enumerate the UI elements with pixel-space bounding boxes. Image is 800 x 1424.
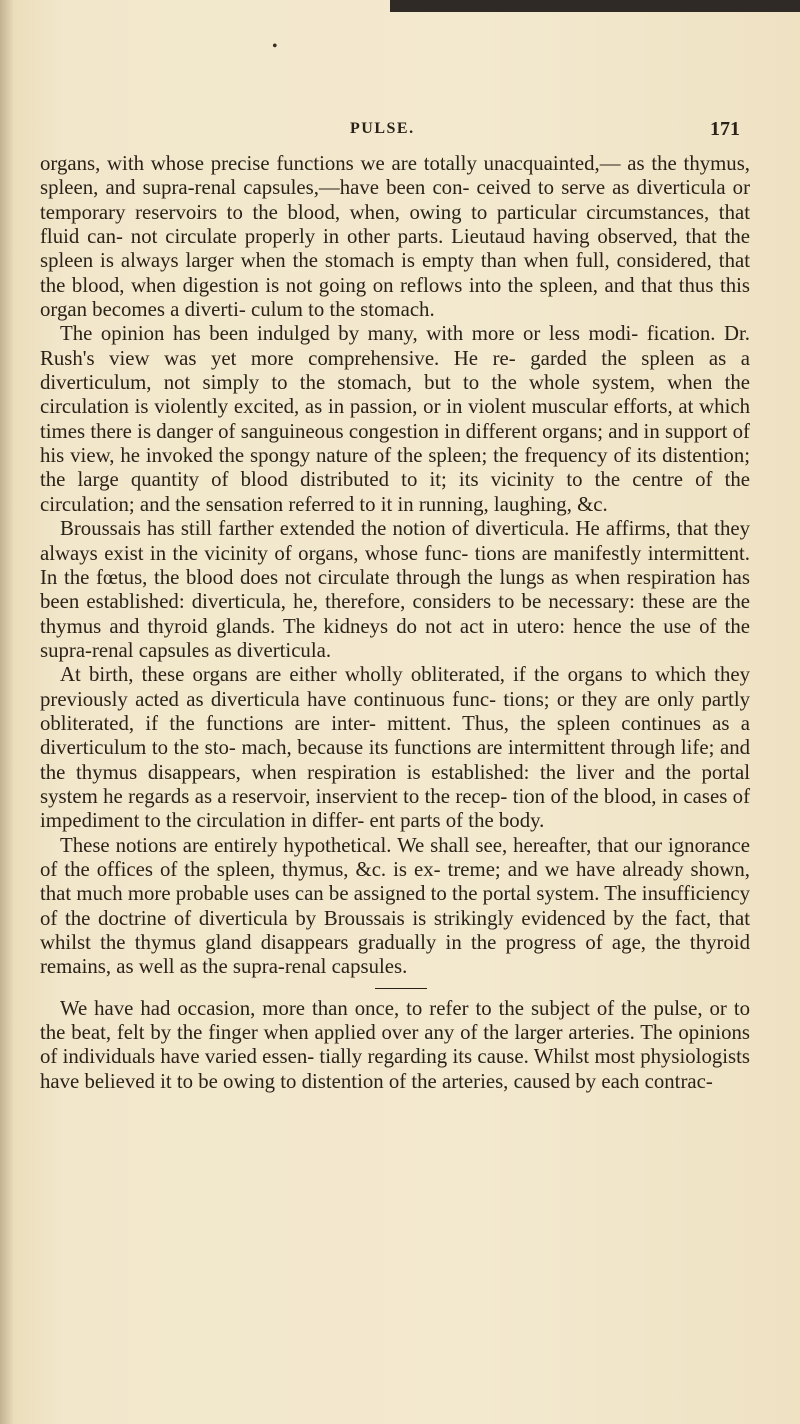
paragraph: At birth, these organs are either wholly obliterated, if the organs to which they previously acted as diverticula have continuous func- tions; or they are only partly obliterated, if the functions are inter- mittent. Thus, the spleen continues as a diverticulum to the sto- mach, because its functions are intermittent through life; and the thymus disappears, when respiration is established: the liver and the portal system he regards as a reservoir, inservient to the recep- tion of the blood, in cases of impediment to the circulation in differ- ent parts of the body. [40, 663, 750, 833]
paragraph: The opinion has been indulged by many, with more or less modi- fication. Dr. Rush's view was yet more comprehensive. He re- garded the spleen as a diverticulum, not simply to the stomach, but to the whole system, when the circulation is violently excited, as in passion, or in violent muscular efforts, at which times there is danger of sanguineous congestion in different organs; and in support of his view, he invoked the spongy nature of the spleen; the frequency of its distention; the large quantity of blood distributed to it; its vicinity to the centre of the circulation; and the sensation referred to it in running, laughing, &c. [40, 322, 750, 516]
paragraph: organs, with whose precise functions we are totally unacquainted,— as the thymus, spleen, and supra-renal capsules,—have been con- ceived to serve as diverticula or temporary reservoirs to the blood, when, owing to particular circumstances, that fluid can- not circulate properly in other parts. Lieutaud having observed, that the spleen is always larger when the stomach is empty than when full, considered, that the blood, when digestion is not going on reflows into the spleen, and that thus this organ becomes a diverti- culum to the stomach. [40, 152, 750, 322]
section-divider [375, 988, 427, 989]
ink-speck: • [272, 38, 278, 55]
scan-edge-band [390, 0, 800, 12]
running-head-title: PULSE. [350, 120, 415, 137]
paragraph: Broussais has still farther extended the notion of diverticula. He affirms, that they always exist in the vicinity of organs, whose func- tions are manifestly intermittent. In the fœtus, the blood does not circulate through the lungs as when respiration has been established: diverticula, he, therefore, considers to be necessary: these are the thymus and thyroid glands. The kidneys do not act in utero: hence the use of the supra-renal capsules as diverticula. [40, 517, 750, 662]
body-text [40, 152, 750, 1094]
page-number: 171 [710, 118, 740, 140]
running-head [40, 118, 740, 148]
paragraph: We have had occasion, more than once, to refer to the subject of the pulse, or to the beat, felt by the finger when applied over any of the larger arteries. The opinions of individuals have varied essen- tially regarding its cause. Whilst most physiologists have believed it to be owing to distention of the arteries, caused by each contrac- [40, 996, 750, 1093]
paragraph: These notions are entirely hypothetical. We shall see, hereafter, that our ignorance of the offices of the spleen, thymus, &c. is ex- treme; and we have already shown, that much more probable uses can be assigned to the portal system. The insufficiency of the doctrine of diverticula by Broussais is strikingly evidenced by the fact, that whilst the thymus gland disappears gradually in the progress of age, the thyroid remains, as well as the supra-renal capsules. [40, 833, 750, 979]
page-gutter-shadow [0, 0, 14, 1424]
